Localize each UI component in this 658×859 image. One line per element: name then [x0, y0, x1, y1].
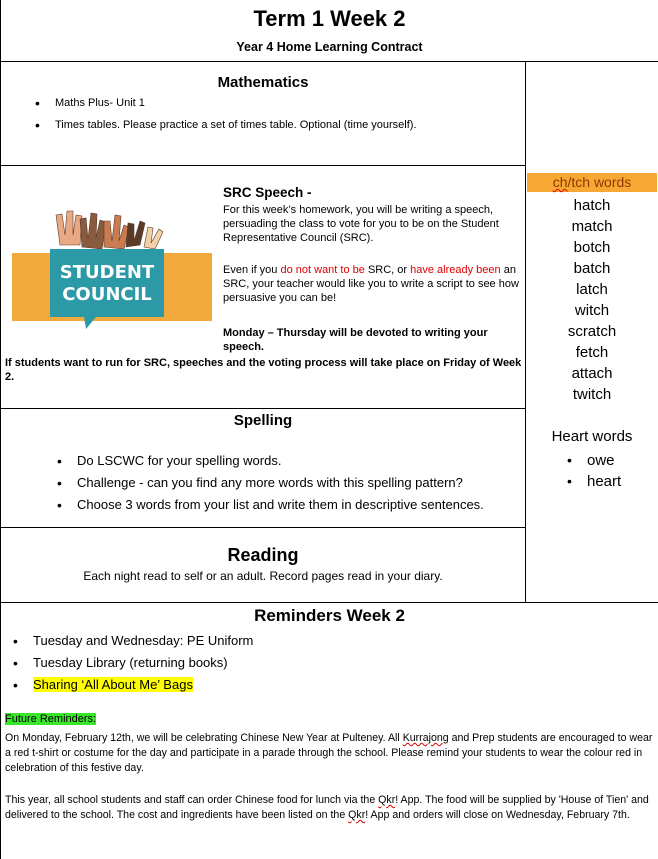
- word-item: match: [571, 218, 613, 235]
- page-subtitle: Year 4 Home Learning Contract: [236, 40, 423, 54]
- word-item: scratch: [567, 323, 617, 340]
- word-item: witch: [574, 302, 610, 319]
- spelling-item: • Challenge - can you find any more words with this spelling pattern?: [51, 472, 521, 494]
- para-text-squiggle: Qkr: [348, 809, 366, 821]
- reminder-item-highlight: Sharing ‘All About Me’ Bags: [33, 677, 193, 692]
- spelling-title: Spelling: [233, 412, 293, 429]
- word-item: hatch: [573, 197, 611, 214]
- reminder-item: [7, 674, 647, 696]
- future-reminder-para2: [5, 793, 655, 823]
- column-divider: [525, 61, 526, 602]
- reminder-item: • Tuesday and Wednesday: PE Uniform: [7, 630, 647, 652]
- student-council-logo-graphic: [12, 205, 212, 332]
- logo-text-line1: STUDENT: [59, 262, 155, 283]
- reminder-item: • Tuesday Library (returning books): [7, 652, 647, 674]
- heart-words-list: [561, 450, 657, 492]
- para-text: and Prep students are encouraged to wear a red t-shirt or costume for the day and participate in a parade through the school. Please remind your students to wear the colour red in celebration of this festive day.: [5, 732, 653, 774]
- word-item: fetch: [575, 344, 609, 361]
- future-reminder-para1: [5, 731, 655, 776]
- divider: [1, 602, 658, 603]
- para-text: ! App and orders will close on Wednesday, February 7th.: [365, 809, 630, 821]
- maths-item: • Times tables. Please practice a set of times table. Optional (time yourself).: [29, 118, 519, 132]
- heart-words-title: Heart words: [551, 428, 633, 445]
- reminders-list: [7, 630, 647, 696]
- reading-text: Each night read to self or an adult. Record pages read in your diary.: [83, 569, 443, 583]
- maths-title: Mathematics: [217, 74, 309, 91]
- word-item: latch: [576, 281, 608, 298]
- src-para1: For this week’s homework, you will be writing a speech, persuading the class to vote for you to be on the Student Representative Council (SRC).: [223, 204, 499, 244]
- src-para2-text: an SRC, your teacher would like you to write a script to see how persuasive you can be!: [223, 264, 519, 304]
- word-item: twitch: [572, 386, 612, 403]
- para-text-squiggle: Qkr: [378, 794, 396, 806]
- src-para2-red: do not want to be: [280, 264, 365, 276]
- heart-word-item: • owe: [561, 450, 657, 471]
- src-bold-full: If students want to run for SRC, speeches and the voting process will take place on Friday of Week 2.: [5, 357, 522, 383]
- spelling-list: [51, 450, 521, 516]
- src-para2: [223, 263, 521, 305]
- divider: [1, 165, 525, 166]
- maths-list: [29, 96, 519, 132]
- para-text: This year, all school students and staff can order Chinese food for lunch via the: [5, 794, 379, 806]
- divider: [1, 408, 525, 409]
- word-item: batch: [573, 260, 611, 277]
- maths-item: • Maths Plus- Unit 1: [29, 96, 519, 110]
- para-text: ! App. The food will be supplied by 'House of Tien' and delivered to the school. The cost and ingredients have been listed on the: [5, 794, 649, 821]
- spelling-item: • Choose 3 words from your list and write them in descriptive sentences.: [51, 494, 521, 516]
- reading-title: Reading: [227, 545, 299, 565]
- student-council-logo: [12, 205, 212, 332]
- src-title: SRC Speech -: [223, 185, 312, 200]
- page-title: Term 1 Week 2: [253, 6, 406, 31]
- word-item: botch: [573, 239, 611, 256]
- src-para2-red: have already been: [410, 264, 501, 276]
- para-text: On Monday, February 12th, we will be celebrating Chinese New Year at Pulteney. All: [5, 732, 403, 744]
- divider: [1, 61, 658, 62]
- reminders-title: Reminders Week 2: [254, 606, 405, 625]
- future-reminders-label-text: Future Reminders:: [5, 713, 97, 725]
- heart-word-item: • heart: [561, 471, 657, 492]
- future-reminders-label: [5, 712, 96, 726]
- src-para2-text: SRC, or: [364, 264, 411, 276]
- word-list-heading-b: /tch words: [567, 174, 632, 190]
- word-item: attach: [571, 365, 613, 382]
- logo-text-line2: COUNCIL: [62, 284, 152, 305]
- word-list: [527, 195, 657, 405]
- word-list-heading: [527, 173, 657, 192]
- src-para2-text: Even if you: [223, 264, 281, 276]
- word-list-heading-a: ch: [552, 174, 568, 190]
- spelling-item: • Do LSCWC for your spelling words.: [51, 450, 521, 472]
- src-bold-line: Monday – Thursday will be devoted to writing your speech.: [223, 327, 488, 353]
- para-text-squiggle: Kurrajong: [402, 732, 449, 744]
- divider: [1, 527, 525, 528]
- word-list-heading-highlight: [527, 173, 657, 192]
